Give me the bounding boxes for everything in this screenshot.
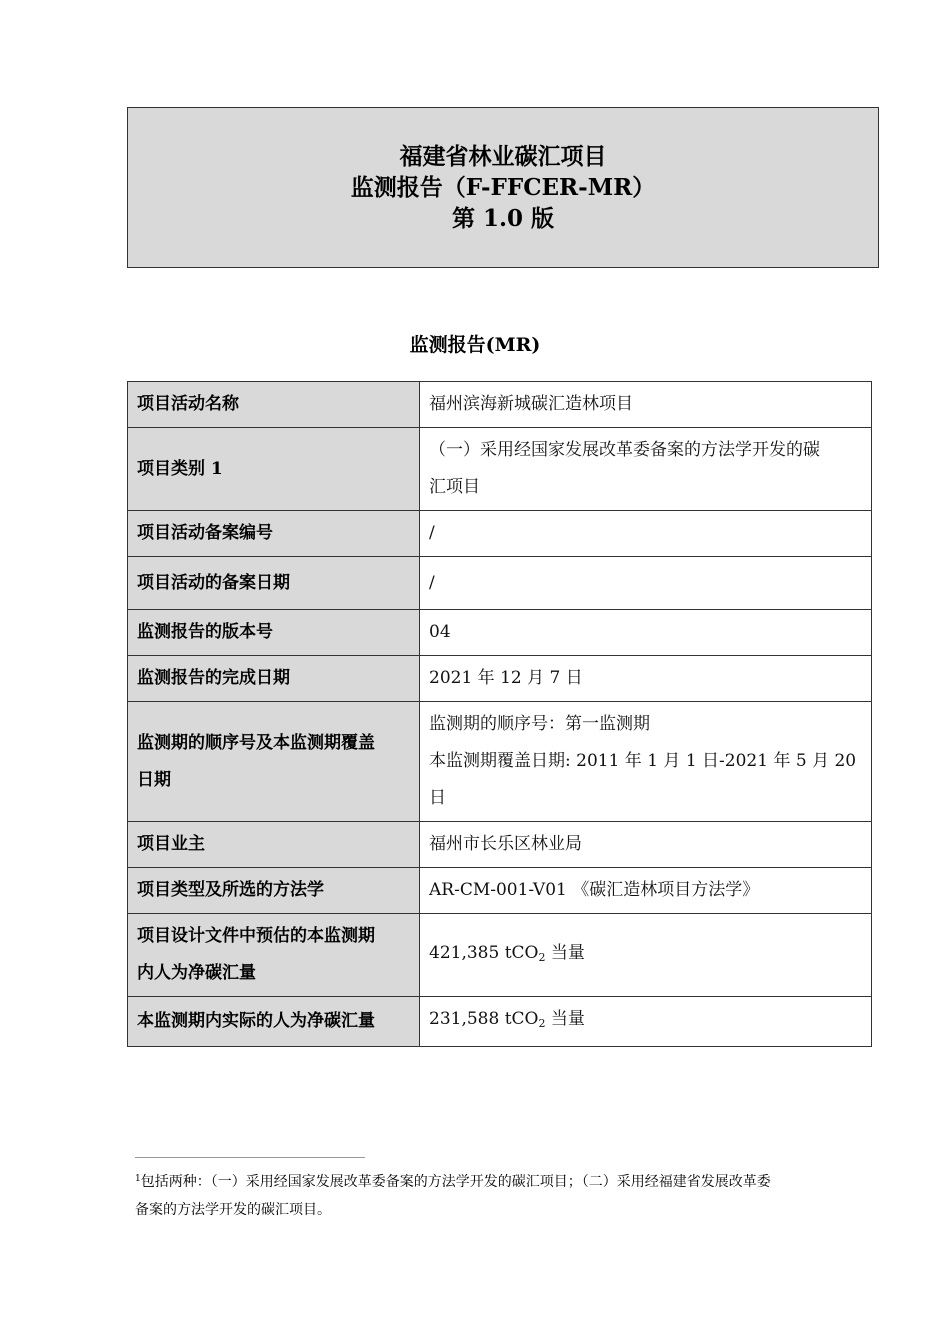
row-label: 项目活动名称 <box>128 382 420 428</box>
row-value: 2021 年 12 月 7 日 <box>420 656 872 702</box>
table-row <box>128 428 872 511</box>
footnote-text: 包括两种：（一）采用经国家发展改革委备案的方法学开发的碳汇项目；（二）采用经福建省发展改革委 <box>140 1174 771 1190</box>
row-label <box>128 914 420 997</box>
value-unit: 当量 <box>545 1009 585 1029</box>
footnote-line: 备案的方法学开发的碳汇项目。 <box>135 1202 331 1218</box>
row-value: 福州滨海新城碳汇造林项目 <box>420 382 872 428</box>
value-line: 汇项目 <box>429 477 480 497</box>
row-value: AR-CM-001-V01 《碳汇造林项目方法学》 <box>420 868 872 914</box>
value-main: 421,385 tCO <box>429 942 539 963</box>
title-line-2: 监测报告（F-FFCER-MR） <box>350 174 656 201</box>
footnote-divider <box>135 1157 365 1158</box>
row-label: 项目类型及所选的方法学 <box>128 868 420 914</box>
row-label: 项目业主 <box>128 822 420 868</box>
table-row <box>128 656 872 702</box>
table-row <box>128 702 872 822</box>
row-value: 04 <box>420 610 872 656</box>
table-row <box>128 914 872 997</box>
footnote <box>135 1165 885 1224</box>
row-value <box>420 428 872 511</box>
table-row <box>128 382 872 428</box>
row-label: 本监测期内实际的人为净碳汇量 <box>128 997 420 1047</box>
row-label: 监测报告的完成日期 <box>128 656 420 702</box>
row-label <box>128 702 420 822</box>
value-line: 本监测期覆盖日期: 2011 年 1 月 1 日-2021 年 5 月 20 <box>429 751 857 771</box>
table-row <box>128 511 872 557</box>
value-unit: 当量 <box>545 942 585 963</box>
row-label: 项目类别 1 <box>128 428 420 511</box>
row-value: / <box>420 511 872 557</box>
table-row <box>128 997 872 1047</box>
table-row <box>128 822 872 868</box>
value-line: 监测期的顺序号：第一监测期 <box>429 714 650 734</box>
report-title-box <box>127 107 879 268</box>
row-label: 监测报告的版本号 <box>128 610 420 656</box>
title-line-1: 福建省林业碳汇项目 <box>399 143 607 170</box>
section-title: 监测报告(MR) <box>409 334 541 356</box>
footnote-line <box>135 1165 885 1196</box>
row-value <box>420 997 872 1047</box>
co2-subscript: 2 <box>538 950 546 964</box>
label-line: 项目设计文件中预估的本监测期 <box>137 926 375 946</box>
row-value <box>420 702 872 822</box>
value-line: 日 <box>429 788 446 808</box>
row-label: 项目活动的备案日期 <box>128 557 420 610</box>
row-value: 福州市长乐区林业局 <box>420 822 872 868</box>
table-row <box>128 610 872 656</box>
table-row <box>128 557 872 610</box>
value-line: （一）采用经国家发展改革委备案的方法学开发的碳 <box>429 440 820 460</box>
title-line-3: 第 1.0 版 <box>451 205 555 232</box>
row-label: 项目活动备案编号 <box>128 511 420 557</box>
row-value: / <box>420 557 872 610</box>
label-line: 监测期的顺序号及本监测期覆盖 <box>137 732 375 753</box>
co2-subscript: 2 <box>538 1017 546 1030</box>
table-row <box>128 868 872 914</box>
footnote-mark: 1 <box>135 1174 141 1184</box>
row-value <box>420 914 872 997</box>
value-main: 231,588 tCO <box>429 1009 539 1029</box>
label-line: 内人为净碳汇量 <box>137 963 256 983</box>
label-line: 日期 <box>137 769 171 790</box>
project-info-table <box>127 381 872 1047</box>
